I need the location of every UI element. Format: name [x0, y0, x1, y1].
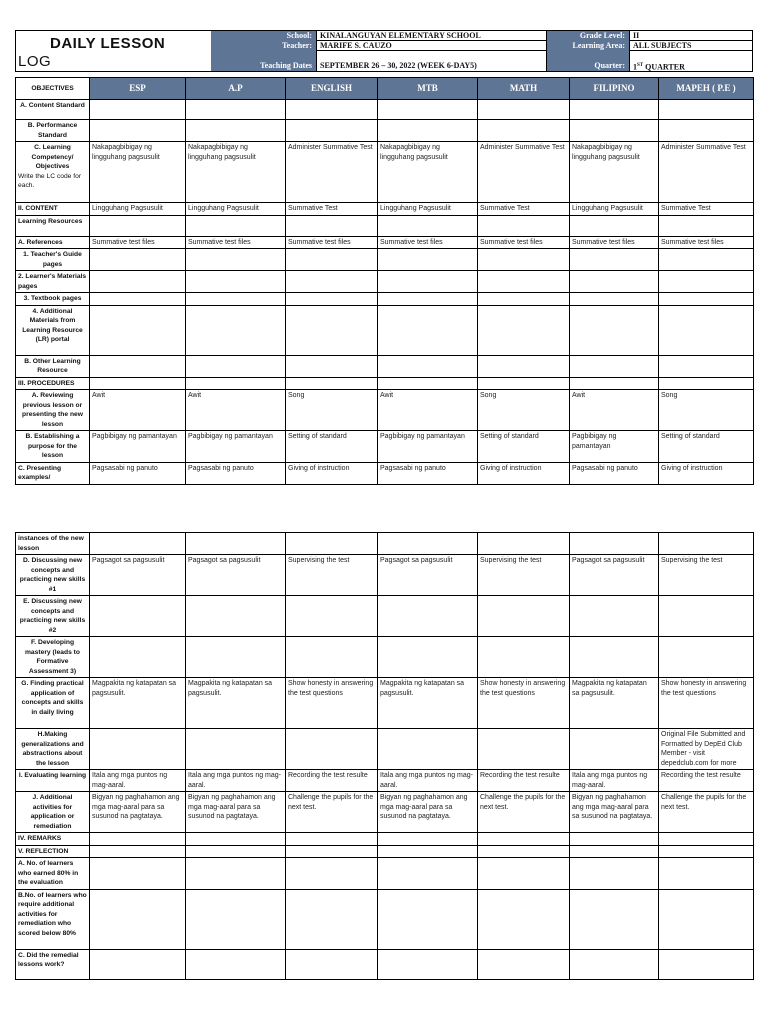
table-cell[interactable]	[286, 596, 378, 637]
table-cell[interactable]	[90, 845, 186, 858]
table-cell[interactable]	[378, 858, 478, 890]
table-cell[interactable]	[286, 845, 378, 858]
table-cell[interactable]	[286, 889, 378, 949]
table-cell[interactable]	[478, 596, 570, 637]
table-cell[interactable]: Lingguhang Pagsusulit	[186, 203, 286, 216]
row-label: I. Evaluating learning	[16, 770, 90, 792]
table-cell[interactable]	[478, 533, 570, 555]
table-cell[interactable]	[570, 729, 659, 770]
row-label: A. Reviewing previous lesson or presenting the new lesson	[16, 390, 90, 431]
table-cell[interactable]	[90, 293, 186, 306]
table-cell[interactable]	[186, 833, 286, 846]
table-cell[interactable]	[286, 100, 378, 120]
table-cell[interactable]: Nakapagbibigay ng lingguhang pagsusulit	[570, 142, 659, 203]
table-cell[interactable]: Awit	[90, 390, 186, 431]
table-cell[interactable]	[378, 596, 478, 637]
row-label: G. Finding practical application of concepts and skills in daily living	[16, 678, 90, 729]
table-cell[interactable]	[186, 355, 286, 377]
table-cell[interactable]	[90, 215, 186, 236]
teacher-value: MARIFE S. CAUZO	[317, 41, 547, 51]
table-row	[16, 215, 754, 236]
table-cell[interactable]: Show honesty in answering the test questions	[286, 678, 378, 729]
row-label: A. No. of learners who earned 80% in the evaluation	[16, 858, 90, 890]
table-cell[interactable]	[90, 377, 186, 390]
row-label: Learning Resources	[16, 215, 90, 236]
table-row	[16, 271, 754, 293]
row-label: A. Content Standard	[16, 100, 90, 120]
row-label: III. PROCEDURES	[16, 377, 90, 390]
row-label: C. Presenting examples/	[16, 462, 90, 484]
table-row	[16, 462, 754, 484]
table-cell[interactable]	[286, 949, 378, 979]
table-cell[interactable]	[90, 729, 186, 770]
teaching-dates-value: SEPTEMBER 26 – 30, 2022 (WEEK 6-DAY5)	[317, 51, 547, 71]
table-cell[interactable]: Itala ang mga puntos ng mag-aaral.	[570, 770, 659, 792]
table-cell[interactable]	[570, 949, 659, 979]
subject-header-ap: A.P	[186, 78, 286, 100]
row-label: B.No. of learners who require additional activities for remediation who scored below 80%	[16, 889, 90, 949]
table-cell[interactable]	[286, 293, 378, 306]
table-row	[16, 236, 754, 249]
table-cell[interactable]	[659, 637, 754, 678]
table-row	[16, 833, 754, 846]
table-cell[interactable]: Pagbibigay ng pamantayan	[90, 431, 186, 463]
page-title: DAILY LESSON	[50, 35, 166, 52]
table-row	[16, 889, 754, 949]
table-cell[interactable]	[478, 355, 570, 377]
table-cell[interactable]	[659, 355, 754, 377]
table-cell[interactable]	[186, 249, 286, 271]
table-cell[interactable]	[378, 833, 478, 846]
table-cell[interactable]	[286, 355, 378, 377]
table-cell[interactable]: Magpakita ng katapatan sa pagsusulit.	[90, 678, 186, 729]
table-cell[interactable]: Magpakita ng katapatan sa pagsusulit.	[570, 678, 659, 729]
table-row	[16, 390, 754, 431]
row-label: D. Discussing new concepts and practicing new skills #1	[16, 555, 90, 596]
table-cell[interactable]	[478, 729, 570, 770]
table-cell[interactable]: Itala ang mga puntos ng mag-aaral.	[378, 770, 478, 792]
table-cell[interactable]: Supervising the test	[659, 555, 754, 596]
table-row	[16, 249, 754, 271]
table-cell[interactable]: Pagsagot sa pagsusulit	[186, 555, 286, 596]
table-cell[interactable]: Giving of instruction	[659, 462, 754, 484]
table-cell[interactable]	[378, 271, 478, 293]
table-cell[interactable]	[90, 596, 186, 637]
table-cell[interactable]: Song	[478, 390, 570, 431]
table-cell[interactable]	[570, 596, 659, 637]
row-label: 1. Teacher's Guide pages	[16, 249, 90, 271]
table-cell[interactable]	[659, 305, 754, 355]
table-row	[16, 100, 754, 120]
teaching-dates-label: Teaching Dates	[211, 51, 317, 71]
objectives-header: OBJECTIVES	[16, 78, 90, 100]
table-cell[interactable]: Summative Test	[478, 203, 570, 216]
table-cell[interactable]: Nakapagbibigay ng lingguhang pagsusulit	[90, 142, 186, 203]
table-cell[interactable]: Summative test files	[90, 236, 186, 249]
row-label: B. Establishing a purpose for the lesson	[16, 431, 90, 463]
table-row	[16, 305, 754, 355]
table-cell[interactable]	[378, 293, 478, 306]
table-cell[interactable]: Administer Summative Test	[286, 142, 378, 203]
table-cell[interactable]	[478, 271, 570, 293]
table-cell[interactable]	[478, 845, 570, 858]
table-cell[interactable]	[90, 249, 186, 271]
table-cell[interactable]: Summative test files	[378, 236, 478, 249]
table-cell[interactable]: Summative test files	[286, 236, 378, 249]
table-cell[interactable]	[378, 949, 478, 979]
row-label: A. References	[16, 236, 90, 249]
table-cell[interactable]: Pagbibigay ng pamantayan	[378, 431, 478, 463]
table-cell[interactable]	[570, 833, 659, 846]
table-cell[interactable]	[286, 637, 378, 678]
table-cell[interactable]	[286, 305, 378, 355]
table-cell[interactable]	[286, 249, 378, 271]
table-cell[interactable]	[286, 215, 378, 236]
table-cell[interactable]: Recording the test resulte	[478, 770, 570, 792]
table-cell[interactable]: Summative test files	[570, 236, 659, 249]
table-cell[interactable]	[186, 100, 286, 120]
table-row	[16, 770, 754, 792]
learning-area-value: ALL SUBJECTS	[630, 41, 752, 51]
table-cell[interactable]: Summative Test	[286, 203, 378, 216]
table-cell[interactable]: Bigyan ng paghahamon ang mga mag-aaral para sa susunod na pagtataya.	[186, 792, 286, 833]
grade-level-label: Grade Level:	[547, 31, 630, 41]
table-cell[interactable]	[570, 533, 659, 555]
table-cell[interactable]	[186, 377, 286, 390]
table-cell[interactable]	[286, 533, 378, 555]
table-cell[interactable]	[286, 377, 378, 390]
table-cell[interactable]	[90, 949, 186, 979]
table-row	[16, 729, 754, 770]
table-cell[interactable]	[478, 949, 570, 979]
row-label: II. CONTENT	[16, 203, 90, 216]
table-row	[16, 555, 754, 596]
table-cell[interactable]	[659, 100, 754, 120]
table-cell[interactable]: Challenge the pupils for the next test.	[478, 792, 570, 833]
table-row	[16, 845, 754, 858]
table-cell[interactable]	[186, 305, 286, 355]
table-cell[interactable]	[570, 100, 659, 120]
table-row	[16, 637, 754, 678]
subject-header-mapeh: MAPEH ( P.E )	[659, 78, 754, 100]
table-cell[interactable]: Itala ang mga puntos ng mag-aaral.	[186, 770, 286, 792]
table-cell[interactable]: Summative test files	[478, 236, 570, 249]
table-cell[interactable]: Giving of instruction	[478, 462, 570, 484]
table-cell[interactable]	[478, 305, 570, 355]
table-cell[interactable]: Recording the test resulte	[659, 770, 754, 792]
table-cell[interactable]: Setting of standard	[286, 431, 378, 463]
table-cell[interactable]: Show honesty in answering the test questions	[478, 678, 570, 729]
header-block	[15, 30, 753, 72]
table-cell[interactable]: Magpakita ng katapatan sa pagsusulit.	[186, 678, 286, 729]
table-cell[interactable]: Magpakita ng katapatan sa pagsusulit.	[378, 678, 478, 729]
table-cell[interactable]	[570, 637, 659, 678]
table-cell[interactable]	[90, 355, 186, 377]
subject-header-esp: ESP	[90, 78, 186, 100]
table-row	[16, 377, 754, 390]
table-cell[interactable]: Administer Summative Test	[478, 142, 570, 203]
table-cell[interactable]: Lingguhang Pagsusulit	[90, 203, 186, 216]
school-label: School:	[211, 31, 317, 41]
table-cell[interactable]: Pagbibigay ng pamantayan	[186, 431, 286, 463]
table-cell[interactable]	[570, 271, 659, 293]
table-cell[interactable]	[286, 858, 378, 890]
table-cell[interactable]: Bigyan ng paghahamon ang mga mag-aaral para sa susunod na pagtataya.	[570, 792, 659, 833]
table-row	[16, 858, 754, 890]
table-cell[interactable]: Summative Test	[659, 203, 754, 216]
lesson-table-part2	[15, 532, 754, 980]
table-cell[interactable]: Setting of standard	[659, 431, 754, 463]
table-cell[interactable]	[378, 215, 478, 236]
table-row	[16, 596, 754, 637]
table-cell[interactable]	[570, 305, 659, 355]
title-area	[16, 31, 211, 71]
table-cell[interactable]: Original File Submitted and Formatted by DepEd Club Member - visit depedclub.com for more	[659, 729, 754, 770]
table-cell[interactable]: Pagsagot sa pagsusulit	[570, 555, 659, 596]
school-value: KINALANGUYAN ELEMENTARY SCHOOL	[317, 31, 547, 41]
table-cell[interactable]: Challenge the pupils for the next test.	[286, 792, 378, 833]
subject-header-mtb: MTB	[378, 78, 478, 100]
table-cell[interactable]: Giving of instruction	[286, 462, 378, 484]
table-cell[interactable]	[186, 120, 286, 142]
table-cell[interactable]: Administer Summative Test	[659, 142, 754, 203]
row-label: 2. Learner's Materials pages	[16, 271, 90, 293]
table-cell[interactable]	[186, 729, 286, 770]
table-cell[interactable]: Recording the test resulte	[286, 770, 378, 792]
table-cell[interactable]	[186, 596, 286, 637]
table-cell[interactable]	[478, 215, 570, 236]
table-cell[interactable]	[378, 100, 478, 120]
table-cell[interactable]	[286, 120, 378, 142]
table-cell[interactable]	[570, 889, 659, 949]
table-cell[interactable]	[659, 533, 754, 555]
table-cell[interactable]	[186, 293, 286, 306]
table-row	[16, 678, 754, 729]
learning-area-label: Learning Area:	[547, 41, 630, 51]
table-cell[interactable]	[286, 271, 378, 293]
subject-header-math: MATH	[478, 78, 570, 100]
table-cell[interactable]	[659, 833, 754, 846]
quarter-value: 1ST QUARTER	[633, 62, 685, 72]
table-cell[interactable]	[378, 305, 478, 355]
table-cell[interactable]: Song	[286, 390, 378, 431]
row-label: IV. REMARKS	[16, 833, 90, 846]
table-cell[interactable]	[659, 596, 754, 637]
table-cell[interactable]	[659, 845, 754, 858]
table-cell[interactable]	[659, 377, 754, 390]
lesson-table-part1	[15, 77, 754, 485]
table-cell[interactable]	[90, 120, 186, 142]
header-info-grid	[211, 31, 752, 71]
table-cell[interactable]	[90, 100, 186, 120]
table-cell[interactable]	[186, 889, 286, 949]
table-cell[interactable]: Pagsagot sa pagsusulit	[378, 555, 478, 596]
table-cell[interactable]	[90, 533, 186, 555]
table-row	[16, 293, 754, 306]
table-cell[interactable]: Pagsasabi ng panuto	[186, 462, 286, 484]
table-cell[interactable]	[90, 833, 186, 846]
row-label: 3. Textbook pages	[16, 293, 90, 306]
table-cell[interactable]	[378, 355, 478, 377]
table-cell[interactable]: Summative test files	[186, 236, 286, 249]
table-cell[interactable]	[378, 729, 478, 770]
table-cell[interactable]	[478, 889, 570, 949]
table-cell[interactable]	[570, 215, 659, 236]
table-cell[interactable]	[90, 305, 186, 355]
table-cell[interactable]	[659, 858, 754, 890]
table-cell[interactable]	[90, 889, 186, 949]
table-cell[interactable]: Pagsasabi ng panuto	[570, 462, 659, 484]
row-label: H.Making generalizations and abstractions about the lesson	[16, 729, 90, 770]
row-label: B. Other Learning Resource	[16, 355, 90, 377]
table-cell[interactable]: Supervising the test	[478, 555, 570, 596]
table-cell[interactable]	[90, 637, 186, 678]
table-cell[interactable]: Itala ang mga puntos ng mag-aaral.	[90, 770, 186, 792]
table-cell[interactable]	[378, 120, 478, 142]
table-cell[interactable]	[478, 249, 570, 271]
row-label: C. Did the remedial lessons work?	[16, 949, 90, 979]
subject-header-english: ENGLISH	[286, 78, 378, 100]
table-cell[interactable]	[90, 858, 186, 890]
quarter-label: Quarter:	[547, 51, 630, 71]
table-cell[interactable]	[570, 377, 659, 390]
table-cell[interactable]: Challenge the pupils for the next test.	[659, 792, 754, 833]
table-cell[interactable]	[186, 533, 286, 555]
table-cell[interactable]	[186, 845, 286, 858]
table-cell[interactable]	[186, 858, 286, 890]
table-cell[interactable]	[570, 249, 659, 271]
row-label: J. Additional activities for application or remediation	[16, 792, 90, 833]
table-cell[interactable]: Lingguhang Pagsusulit	[378, 203, 478, 216]
table-cell[interactable]	[186, 271, 286, 293]
table-cell[interactable]	[659, 949, 754, 979]
table-cell[interactable]: Pagbibigay ng pamantayan	[570, 431, 659, 463]
table-row	[16, 533, 754, 555]
table-cell[interactable]: Bigyan ng paghahamon ang mga mag-aaral para sa susunod na pagtataya.	[90, 792, 186, 833]
table-cell[interactable]	[570, 120, 659, 142]
table-cell[interactable]	[478, 100, 570, 120]
row-label: B. Performance Standard	[16, 120, 90, 142]
table-cell[interactable]: Setting of standard	[478, 431, 570, 463]
table-cell[interactable]	[478, 293, 570, 306]
table-cell[interactable]	[286, 833, 378, 846]
table-row	[16, 355, 754, 377]
table-cell[interactable]	[478, 637, 570, 678]
table-cell[interactable]: Awit	[570, 390, 659, 431]
table-cell[interactable]: Nakapagbibigay ng lingguhang pagsusulit	[186, 142, 286, 203]
teacher-label: Teacher:	[211, 41, 317, 51]
subject-header-filipino: FILIPINO	[570, 78, 659, 100]
table-cell[interactable]	[90, 271, 186, 293]
table-cell[interactable]: Song	[659, 390, 754, 431]
table-cell[interactable]	[286, 729, 378, 770]
row-label: C. Learning Competency/ Objectives Write the LC code for each.	[16, 142, 90, 203]
table-row	[16, 142, 754, 203]
table-cell[interactable]	[659, 120, 754, 142]
table-cell[interactable]: Show honesty in answering the test questions	[659, 678, 754, 729]
row-label: E. Discussing new concepts and practicing new skills #2	[16, 596, 90, 637]
table-cell[interactable]: Summative test files	[659, 236, 754, 249]
table-cell[interactable]: Pagsasabi ng panuto	[378, 462, 478, 484]
table-cell[interactable]	[570, 355, 659, 377]
table-cell[interactable]	[659, 271, 754, 293]
table-cell[interactable]	[570, 858, 659, 890]
table-cell[interactable]	[378, 889, 478, 949]
table-cell[interactable]	[478, 858, 570, 890]
table-cell[interactable]: Pagsasabi ng panuto	[90, 462, 186, 484]
table-cell[interactable]	[186, 637, 286, 678]
table-row	[16, 949, 754, 979]
table-row	[16, 120, 754, 142]
table-cell[interactable]: Awit	[186, 390, 286, 431]
table-cell[interactable]	[659, 249, 754, 271]
table-cell[interactable]	[378, 845, 478, 858]
table-cell[interactable]: Lingguhang Pagsusulit	[570, 203, 659, 216]
table-cell[interactable]	[478, 377, 570, 390]
table-row	[16, 792, 754, 833]
table-cell[interactable]	[659, 889, 754, 949]
table-cell[interactable]	[186, 949, 286, 979]
row-label: 4. Additional Materials from Learning Resource (LR) portal	[16, 305, 90, 355]
table-cell[interactable]: Bigyan ng paghahamon ang mga mag-aaral para sa susunod na pagtataya.	[378, 792, 478, 833]
table-cell[interactable]	[378, 637, 478, 678]
table-cell[interactable]: Pagsagot sa pagsusulit	[90, 555, 186, 596]
table-row	[16, 203, 754, 216]
table-cell[interactable]	[659, 293, 754, 306]
table-cell[interactable]	[570, 293, 659, 306]
table-row	[16, 431, 754, 463]
row-label: instances of the new lesson	[16, 533, 90, 555]
table-cell[interactable]	[378, 377, 478, 390]
table-cell[interactable]	[186, 215, 286, 236]
table-cell[interactable]: Nakapagbibigay ng lingguhang pagsusulit	[378, 142, 478, 203]
row-label: V. REFLECTION	[16, 845, 90, 858]
table-cell[interactable]	[478, 120, 570, 142]
grade-level-value: II	[630, 31, 752, 41]
table-cell[interactable]	[570, 845, 659, 858]
table-cell[interactable]: Awit	[378, 390, 478, 431]
table-cell[interactable]	[378, 249, 478, 271]
row-label: F. Developing mastery (leads to Formative Assessment 3)	[16, 637, 90, 678]
table-cell[interactable]	[478, 833, 570, 846]
table-cell[interactable]	[378, 533, 478, 555]
table-cell[interactable]: Supervising the test	[286, 555, 378, 596]
page-title-line2: LOG	[18, 53, 52, 70]
table-cell[interactable]	[659, 215, 754, 236]
